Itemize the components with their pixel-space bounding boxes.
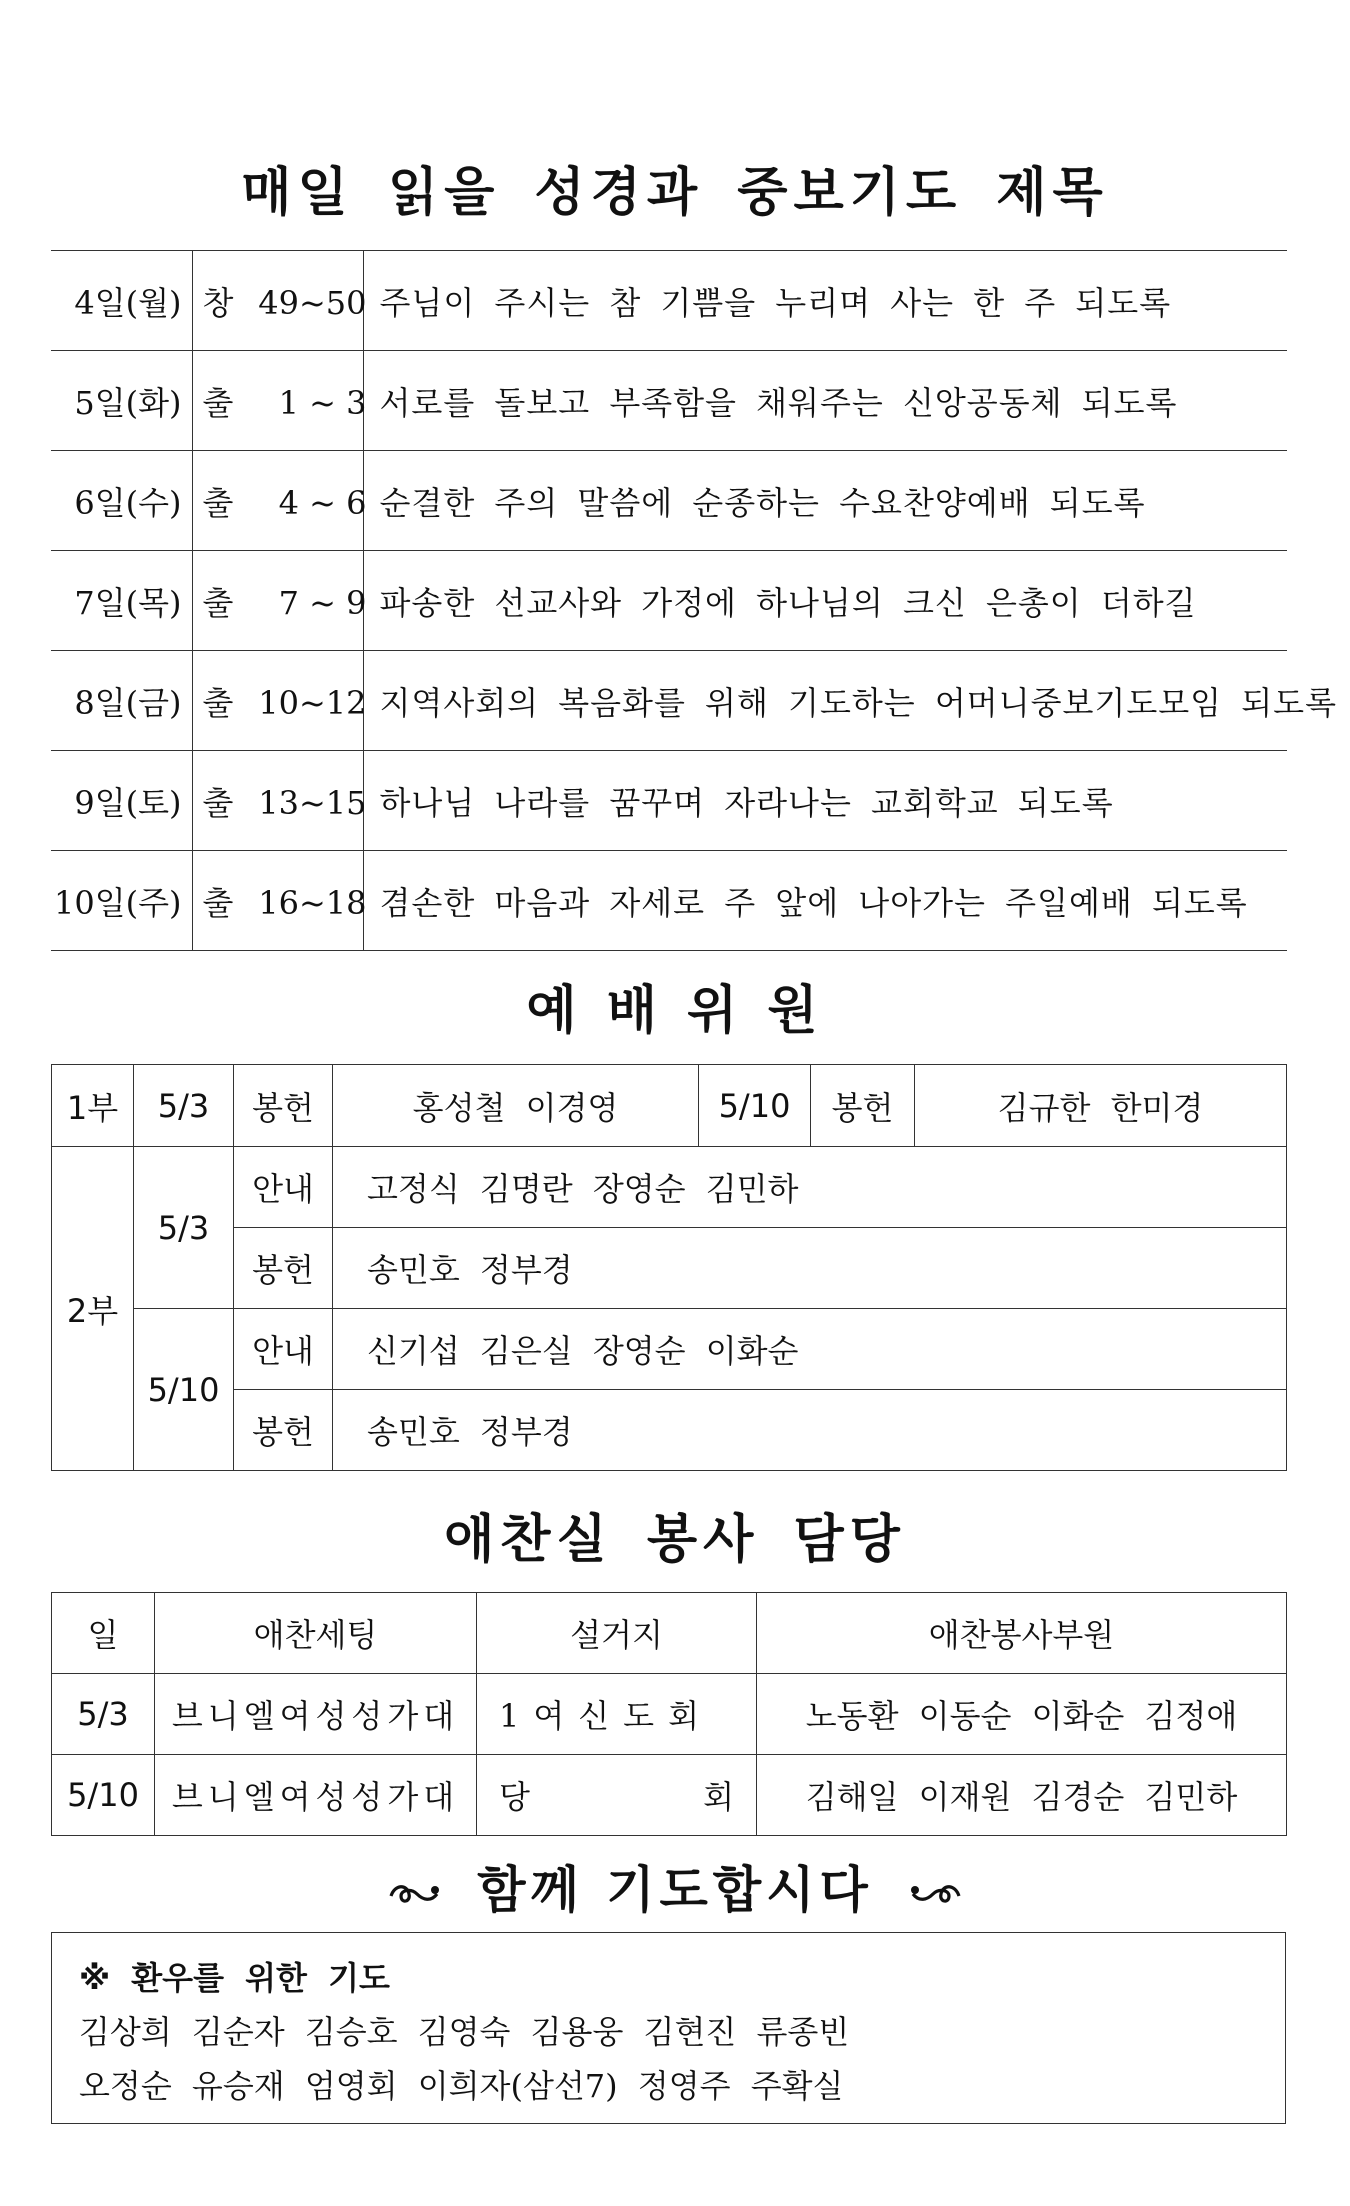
duty-row bbox=[52, 1755, 1287, 1836]
duty-setting: 브니엘여성성가대 bbox=[155, 1674, 477, 1755]
committee-names: 신기섭 김은실 장영순 이화순 bbox=[333, 1309, 1287, 1390]
reading-chapters: 1 ~ 3 bbox=[278, 383, 367, 422]
service-label: 1부 bbox=[52, 1065, 134, 1147]
duty-header: 설거지 bbox=[477, 1593, 757, 1674]
duty-dishes: 1여신도회 bbox=[477, 1674, 757, 1755]
reading-row bbox=[51, 251, 1287, 351]
committee-role: 봉헌 bbox=[234, 1228, 333, 1309]
reading-topic: 순결한 주의 말씀에 순종하는 수요찬양예배 되도록 bbox=[363, 451, 1287, 551]
reading-book: 출 bbox=[202, 883, 234, 922]
committee-row-first bbox=[52, 1065, 1287, 1147]
reading-day: 10일(주) bbox=[51, 851, 192, 951]
reading-reference bbox=[192, 451, 367, 551]
reading-reference bbox=[192, 751, 367, 851]
reading-section-title: 매일 읽을 성경과 중보기도 제목 bbox=[241, 163, 1109, 223]
duty-table bbox=[51, 1592, 1287, 1836]
committee-row bbox=[52, 1390, 1287, 1471]
committee-row bbox=[52, 1228, 1287, 1309]
reading-chapters: 13~15 bbox=[258, 783, 367, 822]
prayer-names-line: 오정순 유승재 엄영회 이희자(삼선7) 정영주 주확실 bbox=[79, 2067, 844, 2105]
committee-section-title: 예 배 위 원 bbox=[526, 981, 824, 1041]
committee-table bbox=[51, 1064, 1287, 1471]
reading-reference bbox=[192, 551, 367, 651]
reading-row bbox=[51, 351, 1287, 451]
reading-book: 출 bbox=[202, 583, 234, 622]
reading-topic: 지역사회의 복음화를 위해 기도하는 어머니중보기도모임 되도록 bbox=[363, 651, 1287, 751]
reading-reference bbox=[192, 651, 367, 751]
reading-book: 출 bbox=[202, 483, 234, 522]
reading-topic: 겸손한 마음과 자세로 주 앞에 나아가는 주일예배 되도록 bbox=[363, 851, 1287, 951]
reading-reference bbox=[192, 851, 367, 951]
reading-book: 출 bbox=[202, 383, 234, 422]
duty-header: 일 bbox=[52, 1593, 155, 1674]
duty-members: 김해일 이재원 김경순 김민하 bbox=[757, 1755, 1287, 1836]
committee-names: 홍성철 이경영 bbox=[333, 1065, 699, 1147]
committee-names: 김규한 한미경 bbox=[915, 1065, 1287, 1147]
committee-role: 안내 bbox=[234, 1309, 333, 1390]
committee-names: 송민호 정부경 bbox=[333, 1390, 1287, 1471]
reading-chapters: 49~50 bbox=[258, 283, 367, 322]
committee-names: 고정식 김명란 장영순 김민하 bbox=[333, 1147, 1287, 1228]
duty-header-row bbox=[52, 1593, 1287, 1674]
committee-date: 5/10 bbox=[134, 1309, 234, 1471]
reading-chapters: 10~12 bbox=[258, 683, 367, 722]
prayer-section-header bbox=[0, 1850, 1350, 1922]
prayer-heading: ※ 환우를 위한 기도 bbox=[79, 1959, 390, 1997]
reading-book: 출 bbox=[202, 683, 234, 722]
prayer-section-title: 함께 기도합시다 bbox=[477, 1861, 873, 1919]
committee-row bbox=[52, 1309, 1287, 1390]
committee-role: 안내 bbox=[234, 1147, 333, 1228]
committee-date: 5/3 bbox=[134, 1065, 234, 1147]
duty-date: 5/10 bbox=[52, 1755, 155, 1836]
duty-date: 5/3 bbox=[52, 1674, 155, 1755]
right-ornament-icon bbox=[909, 1880, 963, 1908]
reading-row bbox=[51, 651, 1287, 751]
duty-dishes bbox=[477, 1755, 757, 1836]
reading-reference bbox=[192, 351, 367, 451]
reading-reference bbox=[192, 251, 367, 351]
committee-date: 5/3 bbox=[134, 1147, 234, 1309]
reading-chapters: 16~18 bbox=[258, 883, 367, 922]
duty-members: 노동환 이동순 이화순 김정애 bbox=[757, 1674, 1287, 1755]
reading-day: 7일(목) bbox=[51, 551, 192, 651]
reading-day: 8일(금) bbox=[51, 651, 192, 751]
reading-topic: 서로를 돌보고 부족함을 채워주는 신앙공동체 되도록 bbox=[363, 351, 1287, 451]
left-ornament-icon bbox=[387, 1880, 441, 1908]
reading-day: 6일(수) bbox=[51, 451, 192, 551]
committee-role: 봉헌 bbox=[234, 1065, 333, 1147]
committee-role: 봉헌 bbox=[811, 1065, 915, 1147]
reading-topic: 파송한 선교사와 가정에 하나님의 크신 은총이 더하길 bbox=[363, 551, 1287, 651]
reading-row bbox=[51, 551, 1287, 651]
duty-dishes-part: 당 bbox=[499, 1778, 530, 1816]
duty-header: 애찬세팅 bbox=[155, 1593, 477, 1674]
reading-row bbox=[51, 751, 1287, 851]
prayer-box bbox=[51, 1932, 1286, 2124]
duty-dishes-part: 회 bbox=[703, 1778, 734, 1816]
reading-chapters: 4 ~ 6 bbox=[278, 483, 367, 522]
reading-table bbox=[51, 250, 1337, 951]
reading-chapters: 7 ~ 9 bbox=[278, 583, 367, 622]
reading-row bbox=[51, 851, 1287, 951]
duty-section-title: 애찬실 봉사 담당 bbox=[444, 1510, 906, 1570]
reading-topic: 하나님 나라를 꿈꾸며 자라나는 교회학교 되도록 bbox=[363, 751, 1287, 851]
reading-book: 창 bbox=[202, 283, 234, 322]
service-label: 2부 bbox=[52, 1147, 134, 1471]
committee-role: 봉헌 bbox=[234, 1390, 333, 1471]
reading-day: 4일(월) bbox=[51, 251, 192, 351]
reading-day: 9일(토) bbox=[51, 751, 192, 851]
reading-book: 출 bbox=[202, 783, 234, 822]
prayer-names-line: 김상희 김순자 김승호 김영숙 김용웅 김현진 류종빈 bbox=[79, 2013, 850, 2051]
committee-date: 5/10 bbox=[699, 1065, 811, 1147]
committee-row bbox=[52, 1147, 1287, 1228]
duty-header: 애찬봉사부원 bbox=[757, 1593, 1287, 1674]
reading-day: 5일(화) bbox=[51, 351, 192, 451]
committee-names: 송민호 정부경 bbox=[333, 1228, 1287, 1309]
duty-row bbox=[52, 1674, 1287, 1755]
reading-topic: 주님이 주시는 참 기쁨을 누리며 사는 한 주 되도록 bbox=[363, 251, 1287, 351]
duty-setting: 브니엘여성성가대 bbox=[155, 1755, 477, 1836]
reading-row bbox=[51, 451, 1287, 551]
